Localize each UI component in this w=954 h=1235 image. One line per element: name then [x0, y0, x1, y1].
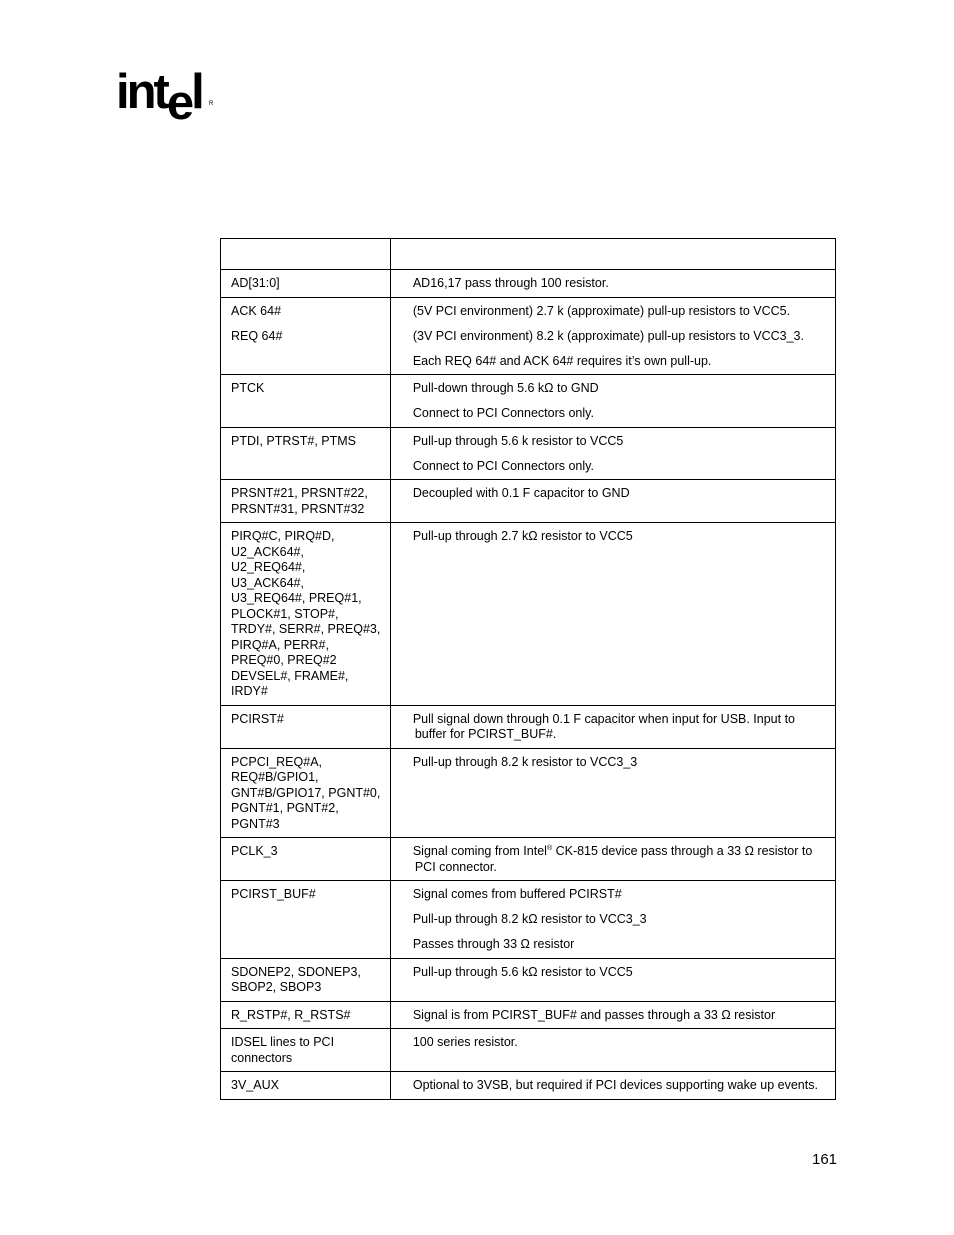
table-row — [221, 748, 836, 838]
note-line: (3V PCI environment) 8.2 k (approximate) pull-up resistors to VCC3_3. — [412, 328, 804, 343]
signal-cell — [221, 375, 391, 428]
signal-name: connectors — [231, 1050, 293, 1065]
signal-name: PTCK — [231, 381, 265, 395]
note-paragraph — [413, 965, 829, 981]
note-paragraph — [413, 459, 829, 475]
note-line: Decoupled with 0.1 F capacitor to GND — [412, 486, 630, 500]
note-paragraph — [413, 887, 829, 903]
note-paragraph — [413, 712, 829, 743]
signal-cell — [221, 881, 391, 959]
note-paragraph — [413, 1035, 829, 1051]
signal-cell — [221, 1001, 391, 1029]
signal-name: U3_REQ64#, PREQ#1, — [231, 591, 362, 605]
note-line: Signal comes from buffered PCIRST# — [412, 887, 622, 901]
signal-name: ACK 64# — [231, 303, 282, 318]
signal-name: PRSNT#31, PRSNT#32 — [231, 501, 365, 516]
note-line: PCI connector. — [414, 859, 497, 874]
signal-name: AD[31:0] — [231, 276, 280, 290]
notes-cell — [390, 480, 835, 523]
note-paragraph — [413, 406, 829, 422]
logo-part-l: l — [191, 65, 202, 119]
table-row — [221, 1029, 836, 1072]
table-row — [221, 958, 836, 1001]
signal-name — [231, 319, 384, 329]
signal-name: PIRQ#A, PERR#, — [231, 637, 329, 652]
table-row — [221, 881, 836, 959]
notes-cell — [390, 375, 835, 428]
table-row — [221, 1001, 836, 1029]
note-line — [413, 844, 829, 860]
note-line: Pull-up through 8.2 kΩ resistor to VCC3_3 — [412, 912, 647, 926]
notes-cell — [390, 1029, 835, 1072]
signal-name: PGNT#1, PGNT#2, — [231, 801, 339, 815]
signal-cell — [221, 958, 391, 1001]
signal-name: U2_ACK64#, — [231, 544, 304, 559]
note-line: Connect to PCI Connectors only. — [412, 406, 594, 420]
note-line: Passes through 33 Ω resistor — [412, 937, 575, 951]
note-line: Pull-down through 5.6 kΩ to GND — [412, 381, 599, 395]
intel-logo-wordmark — [116, 62, 202, 130]
notes-cell — [390, 427, 835, 480]
signal-name: PGNT#3 — [231, 816, 280, 831]
header-cell-notes — [390, 239, 835, 270]
signal-cell — [221, 297, 391, 375]
note-line: AD16,17 pass through 100 resistor. — [412, 276, 609, 290]
header-cell-signal — [221, 239, 391, 270]
notes-cell — [390, 838, 835, 881]
note-paragraph — [413, 844, 829, 875]
signal-name: IDSEL lines to PCI — [231, 1035, 335, 1049]
notes-cell — [390, 958, 835, 1001]
signal-table-body — [221, 239, 836, 1100]
signal-name: U3_ACK64#, — [231, 575, 304, 590]
signal-name: PCIRST# — [231, 711, 284, 726]
signal-name: PRSNT#21, PRSNT#22, — [231, 486, 368, 500]
signal-name: PCLK_3 — [231, 844, 278, 858]
table-row — [221, 838, 836, 881]
signal-name: GNT#B/GPIO17, PGNT#0, — [231, 785, 381, 800]
signal-name: TRDY#, SERR#, PREQ#3, — [231, 622, 381, 636]
table-row — [221, 705, 836, 748]
signal-name: PCIRST_BUF# — [231, 887, 316, 901]
notes-cell — [390, 881, 835, 959]
signal-name: U2_REQ64#, — [231, 560, 306, 574]
note-line: Pull-up through 5.6 k resistor to VCC5 — [412, 433, 624, 448]
signal-name: IRDY# — [231, 684, 268, 698]
signal-name: DEVSEL#, FRAME#, — [231, 668, 349, 683]
note-line: 100 series resistor. — [412, 1035, 518, 1049]
logo-part-int: int — [116, 65, 167, 119]
registered-mark: R — [209, 101, 214, 107]
note-line: Each REQ 64# and ACK 64# requires it’s own pull-up. — [412, 353, 712, 368]
intel-logo — [116, 62, 226, 130]
signal-cell — [221, 427, 391, 480]
signal-name: PIRQ#C, PIRQ#D, — [231, 529, 335, 543]
note-paragraph — [413, 329, 829, 345]
notes-cell — [390, 705, 835, 748]
note-paragraph — [413, 381, 829, 397]
signal-cell — [221, 838, 391, 881]
note-paragraph — [413, 486, 829, 502]
table-row — [221, 523, 836, 706]
note-line: Optional to 3VSB, but required if PCI devices supporting wake up events. — [412, 1078, 818, 1092]
table-row — [221, 1072, 836, 1100]
note-line: Pull-up through 8.2 k resistor to VCC3_3 — [412, 754, 638, 769]
note-line: Signal is from PCIRST_BUF# and passes through a 33 Ω resistor — [412, 1007, 776, 1022]
table-row — [221, 480, 836, 523]
note-text-cont: CK-815 device pass through a 33 Ω resistor to — [552, 844, 813, 858]
signal-name: 3V_AUX — [231, 1078, 279, 1092]
signal-cell — [221, 480, 391, 523]
note-text: Signal coming from Intel — [412, 844, 547, 858]
table-header-row — [221, 239, 836, 270]
note-line: (5V PCI environment) 2.7 k (approximate) pull-up resistors to VCC5. — [412, 303, 791, 318]
signal-cell — [221, 270, 391, 298]
registered-superscript: ® — [546, 844, 553, 852]
notes-cell — [390, 748, 835, 838]
signal-name: PREQ#0, PREQ#2 — [231, 653, 337, 667]
signal-name: SDONEP2, SDONEP3, — [231, 964, 361, 979]
signal-cell — [221, 705, 391, 748]
table-row — [221, 427, 836, 480]
notes-cell — [390, 270, 835, 298]
signal-name: PLOCK#1, STOP#, — [231, 606, 339, 621]
signal-name: PCPCI_REQ#A, — [231, 754, 323, 769]
signal-cell — [221, 1029, 391, 1072]
note-paragraph — [413, 354, 829, 370]
note-line: Connect to PCI Connectors only. — [412, 458, 594, 473]
notes-cell — [390, 1001, 835, 1029]
signal-name: R_RSTP#, R_RSTS# — [231, 1007, 351, 1022]
note-paragraph — [413, 434, 829, 450]
note-paragraph — [413, 937, 829, 953]
signal-cell — [221, 523, 391, 706]
note-paragraph — [413, 1078, 829, 1094]
signal-name: PTDI, PTRST#, PTMS — [231, 433, 357, 448]
note-paragraph — [413, 276, 829, 292]
logo-part-e: e — [166, 76, 192, 130]
note-paragraph — [413, 755, 829, 771]
signal-cell — [221, 748, 391, 838]
signal-cell — [221, 1072, 391, 1100]
notes-cell — [390, 1072, 835, 1100]
note-paragraph — [413, 304, 829, 320]
note-paragraph — [413, 912, 829, 928]
signal-name: REQ 64# — [231, 328, 283, 343]
note-line: Pull signal down through 0.1 F capacitor when input for USB. Input to — [412, 711, 796, 726]
note-paragraph — [413, 1008, 829, 1024]
signal-name: SBOP2, SBOP3 — [231, 980, 322, 994]
note-line: Pull-up through 5.6 kΩ resistor to VCC5 — [412, 964, 633, 979]
note-line: Pull-up through 2.7 kΩ resistor to VCC5 — [412, 529, 633, 543]
note-line: buffer for PCIRST_BUF#. — [414, 727, 557, 741]
table-row — [221, 375, 836, 428]
signal-table — [220, 238, 836, 1100]
table-row — [221, 297, 836, 375]
signal-name: REQ#B/GPIO1, — [231, 770, 319, 784]
notes-cell — [390, 297, 835, 375]
table-row — [221, 270, 836, 298]
note-paragraph — [413, 529, 829, 545]
page-number: 161 — [812, 1151, 838, 1168]
notes-cell — [390, 523, 835, 706]
